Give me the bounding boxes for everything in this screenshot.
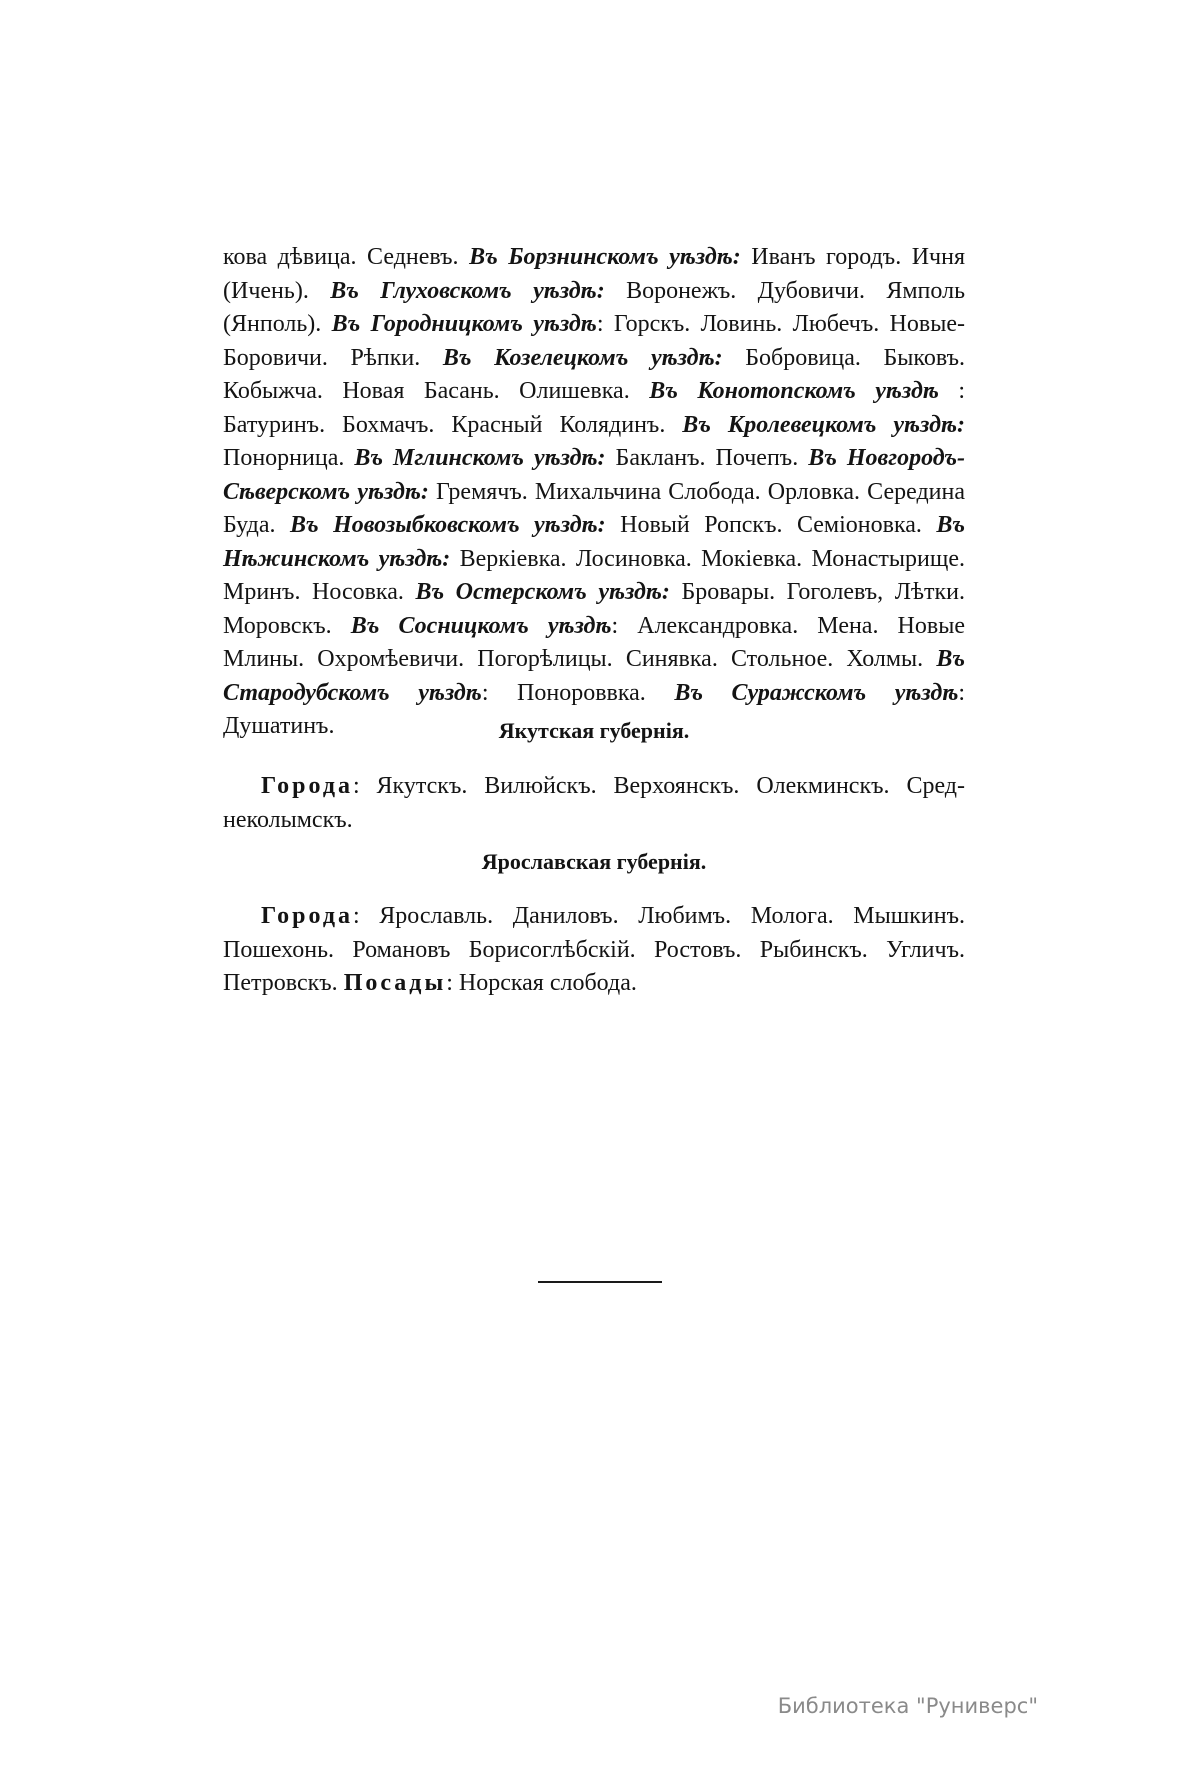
continuation-paragraph bbox=[223, 241, 965, 744]
library-watermark: Библиотека "Руниверс" bbox=[777, 1694, 1038, 1718]
place-names: : Батуринъ. Бохмачъ. Красный Колядинъ. bbox=[223, 378, 966, 438]
place-names: : Ярославль. Даниловъ. Любимъ. Молога. Мышкинъ. Пошехонь. Романовъ Борисоглѣбскій. Ростовъ. Рыбинскъ. Угличъ. Петровскъ. bbox=[223, 903, 965, 996]
place-names: кова дѣвица. Седневъ. bbox=[223, 244, 470, 270]
place-names: Воронежъ. Дубовичи. Ямполь (Янполь). bbox=[223, 277, 966, 337]
district-label: Въ Новозыбковскомъ уѣздѣ: bbox=[290, 512, 606, 538]
place-names: Бобровица. Быковъ. Кобыжча. Новая Басань. Олишевка. bbox=[223, 344, 966, 404]
district-label: Въ Мглинскомъ уѣздѣ: bbox=[354, 445, 606, 471]
yakutsk-heading: Якутская губернія. bbox=[498, 718, 690, 743]
place-names: Веркіевка. Лосиновка. Мокіевка. Монастырище. Мринъ. Носовка. bbox=[223, 545, 965, 605]
yakutsk-paragraph bbox=[223, 770, 965, 837]
district-label: Въ Конотопскомъ уѣздѣ bbox=[649, 378, 939, 404]
place-names: Иванъ городъ. Ичня (Ичень). bbox=[223, 244, 965, 304]
place-names: Новый Ропскъ. Семіоновка. bbox=[605, 512, 937, 538]
category-label: Города bbox=[261, 773, 353, 799]
place-names: : Норская слобода. bbox=[446, 970, 637, 996]
district-label: Въ Суражскомъ уѣздѣ bbox=[674, 679, 959, 706]
yaroslavl-section bbox=[223, 900, 965, 1001]
place-names: Бакланъ. Почепъ. bbox=[605, 445, 809, 471]
place-names: : Понороввка. bbox=[481, 679, 675, 706]
place-names: : Якутскъ. Вилюйскъ. Верхоянскъ. Олекминскъ. Среднеколымскъ. bbox=[223, 773, 965, 833]
chernigov-districts-text bbox=[223, 241, 965, 744]
district-label: Въ Козелецкомъ уѣздѣ: bbox=[442, 344, 723, 371]
district-label: Въ Кролевецкомъ уѣздѣ: bbox=[682, 411, 966, 438]
place-names: : Горскъ. Ловинь. Любечъ. Новые-Боровичи. Рѣпки. bbox=[223, 311, 965, 371]
place-names: : Душатинъ. bbox=[223, 679, 966, 739]
district-label: Въ Борзнинскомъ уѣздѣ: bbox=[469, 244, 741, 270]
district-label: Въ Городницкомъ уѣздѣ bbox=[331, 311, 597, 337]
place-names: Понорница. bbox=[223, 445, 355, 471]
yaroslavl-heading: Ярославская губернія. bbox=[481, 849, 707, 874]
yakutsk-section bbox=[223, 770, 965, 837]
district-label: Въ Новгородъ-Сѣверскомъ уѣздѣ: bbox=[223, 445, 966, 505]
place-names: Гремячъ. Михальчина Слобода. Орловка. Середина Буда. bbox=[223, 478, 965, 538]
end-rule bbox=[538, 1281, 662, 1283]
place-names: : Александровка. Мена. Новые Млины. Охромѣевичи. Погорѣлицы. Синявка. Стольное. Холмы. bbox=[223, 612, 965, 672]
district-label: Въ Нѣжинскомъ уѣздѣ: bbox=[223, 512, 965, 572]
district-label: Въ Сосницкомъ уѣздѣ bbox=[350, 612, 612, 639]
district-label: Въ Остерскомъ уѣздѣ: bbox=[415, 579, 670, 605]
place-names: Бровары. Гоголевъ, Лѣтки. Моровскъ. bbox=[223, 579, 966, 639]
category-label: Города bbox=[261, 903, 353, 929]
district-label: Въ Стародубскомъ уѣздѣ bbox=[223, 646, 965, 706]
yaroslavl-paragraph bbox=[223, 900, 965, 1001]
district-label: Въ Глуховскомъ уѣздѣ: bbox=[330, 277, 605, 304]
category-label: Посады bbox=[343, 970, 447, 996]
